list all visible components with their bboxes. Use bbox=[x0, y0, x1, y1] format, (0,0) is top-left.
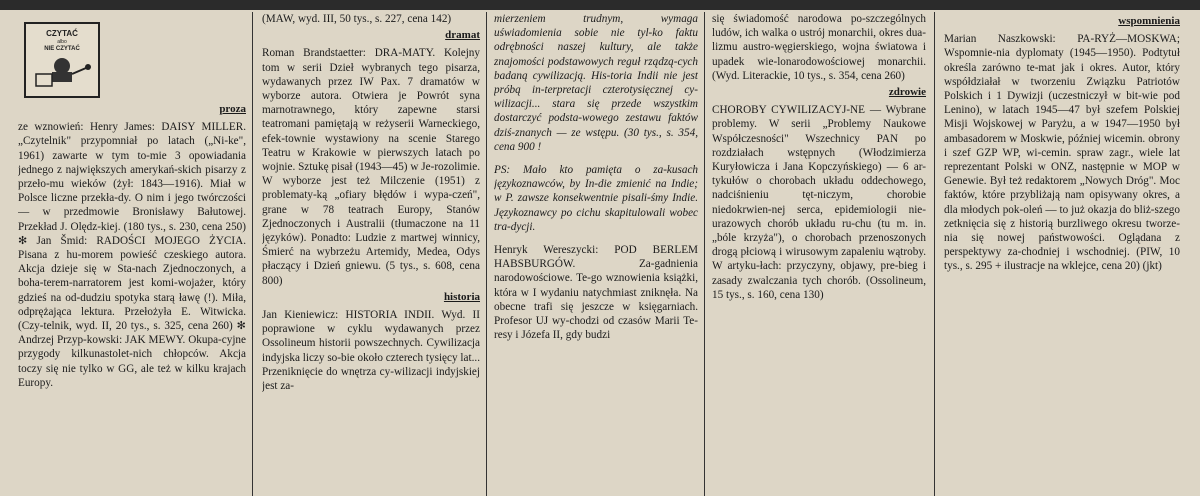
section-title-zdrowie: zdrowie bbox=[888, 86, 926, 99]
col3-paragraph-1: mierzeniem trudnym, wymaga uświadomienia sobie nie tyl-ko faktu odrębności naszej kultury, ale także znajomości podstawowych reguł rządzą-cych badaną cywilizacją. His-toria Indii nie jest próbą in-terpretacji czterotysięcznej cy-wilizacji... stara się przede wszystkim dostarczyć podsta-wowego zestawu faktów dziś-znanych — ze wstępu. (30 tys., s. 354, cena 900 ! bbox=[494, 13, 698, 153]
col4-paragraph-2: CHOROBY CYWILIZACYJ-NE — Wybrane problemy. W serii „Problemy Naukowe Współczesności" Wszechnicy PAN po rozdziałach wstępnych (Włodzimierza Kuryłowicza i Jana Kopczyńskiego) — 6 ar-tykułów o chorobach układu oddechowego, nadciśnieniu tęt-niczym, chorobie niedokrwien-nej serca, epidemiologii nie-urazowych chorób układu ru-chu (tu m. in. „bóle krzyża"), o chorobach przenoszonych drogą płciową i wirusowym zapaleniu wątroby. W artyku-łach: przyczyny, objawy, pre-bieg i zasady zwalczania tych chorób. (Ossolineum, 15 tys., s. 160, cena 130) bbox=[712, 104, 926, 301]
section-title-wspomnienia: wspomnienia bbox=[1118, 15, 1180, 27]
section-title-proza: proza bbox=[219, 103, 246, 115]
column-divider bbox=[252, 12, 253, 496]
column-divider bbox=[486, 12, 487, 496]
col2-continuation: (MAW, wyd. III, 50 tys., s. 227, cena 142) bbox=[262, 13, 452, 25]
logo-line3: NIE CZYTAĆ bbox=[44, 46, 80, 52]
logo-line2: albo bbox=[57, 39, 67, 45]
column-2 bbox=[262, 12, 480, 496]
column-4 bbox=[712, 12, 926, 496]
col2-paragraph-1: Roman Brandstaetter: DRA-MATY. Kolejny tom w serii Dzieł wybranych tego pisarza, wydawanych przez IW Pax. 7 dramatów w wyborze autora. Otwiera je Powrót syna marnotrawnego, który zapewne starsi teatromani pamiętają w reżyserii Warneckiego, efek-townie wystawiony na scenie Starego Teatru w Krakowie w pierwszych latach po wojnie. Sztukę pisał (1943—45) w Je-rozolimie. W wyborze jest też Milczenie (1951) z problematy-ką „ofiary błędów i wypa-czeń", grane w 78 teatrach Europy, Stanów Zjednoczonych i Australii (tłumaczone na 11 języków). Ponadto: Ludzie z martwej winnicy, Śmierć na wybrzeżu Artemidy, Medea, Odys płaczący i Dzień gniewu. (5 tys., s. 608, cena 800) bbox=[262, 47, 480, 287]
col3-paragraph-ps: PS: Mało kto pamięta o za-kusach językoznawców, by In-die zmienić na Indie; w P. zawsze konsekwentnie pisali-śmy Indie. Językoznawcy po cichu skapitulowali wobec tra-dycji. bbox=[494, 164, 698, 233]
column-divider bbox=[704, 12, 705, 496]
col3-paragraph-3: Henryk Wereszycki: POD BERLEM HABSBURGÓW. Za-gadnienia narodowościowe. Te-go wznowienia książki, która w I wydaniu natychmiast zniknęła. Na obecne trafi się jeszcze w księgarniach. Profesor UJ wy-chodzi od czasów Marii Te-resy i Józefa II, gdy budzi bbox=[494, 244, 698, 342]
col5-paragraph-1: Marian Naszkowski: PA-RYŻ—MOSKWA; Wspomnie-nia dyplomaty (1945—1950). Podtytuł określa zarówno te-mat jak i okres. Autor, który współdziałał w tworzeniu Związku Patriotów Polskich i 1 Dywizji (uczestniczył w bit-wie pod Lenino), w latach 1945—47 był szefem Polskiej Misji Wojskowej w Paryżu, a w 1947—1950 był ambasadorem w Moskwie, później wicemin. obrony i szef GZP WP, wi-cemin. spraw zagr., wiele lat reprezentant Polski w ONZ, następnie w MOP w Genewie. Był też redaktorem „Nowych Dróg". Moc faktów, które przybliżają nam opisywany okres, a dla młodych pok-oleń — to już okazja do bliż-szego zetknięcia się z historią burzliwego okresu tworze-nia się nowej państwowości. Oglądana z perspektywy za-chodniej i wschodniej. (PIW, 10 tys., s. 295 + ilustracje na wklejce, cena 20) (jkt) bbox=[944, 33, 1180, 273]
section-title-historia: historia bbox=[443, 290, 480, 303]
col4-paragraph-1: się świadomość narodowa po-szczególnych ludów, ich walka o ustrój monarchii, okres dua-lizmu austro-węgierskiego, wojna światowa i upadek wie-lonarodowościowej monarchii. (Wyd. Literackie, 10 tys., s. 354, cena 260) bbox=[712, 13, 926, 82]
top-band bbox=[0, 0, 1200, 10]
col1-paragraph: ze wznowień: Henry James: DAISY MILLER. „Czytelnik" przypomniał po latach („Ni-ke", 1961) zawarte w tym to-mie 3 opowiadania jednego z największych amerykań-skich pisarzy z przeło-mu wieków (żył: 1843—1916). Miał w Polsce liczne przekła-dy. O nim i jego twórczości — w przedmowie Bronisławy Bałutowej. Przekład J. Olędz-kiej. (180 tys., s. 230, cena 250) ✻ Jan Šmid: RADOŚCI MOJEGO ŻYCIA. Pisana z hu-morem powieść czeskiego autora. Akcja dzieje się w Sta-nach Zjednoczonych, a boha-terem-narratorem jest komi-wojażer, który gdzieś na od-dudziu spotyka starą ławę (!). Miła, odprężająca lektura. Przełożyła E. Witwicka. (Czy-telnik, wyd. II, 20 tys., s. 325, cena 260) ✻ Andrzej Przyp-kowski: JAK MEWY. Okupa-cyjne przygody kilkunastolet-nich chłopców. Akcja toczy się nie tylko w GG, ale też w kilku krajach Europy. bbox=[18, 121, 246, 389]
column-3 bbox=[494, 12, 698, 496]
section-title-dramat: dramat bbox=[445, 29, 480, 42]
logo-line1: CZYTAĆ bbox=[46, 29, 78, 38]
section-logo bbox=[24, 22, 100, 98]
col2-paragraph-2: Jan Kieniewicz: HISTORIA INDII. Wyd. II poprawione w cyklu wydawanych przez Ossolineum historii powszechnych. Cywilizacja indyjska liczy so-bie około czterech tysięcy lat... Przeniknięcie do wnętrza cy-wilizacji indyjskiej jest za- bbox=[262, 309, 480, 393]
column-1 bbox=[18, 100, 246, 496]
column-divider bbox=[934, 12, 935, 496]
reader-logo-icon bbox=[26, 24, 98, 96]
column-5 bbox=[944, 12, 1180, 496]
